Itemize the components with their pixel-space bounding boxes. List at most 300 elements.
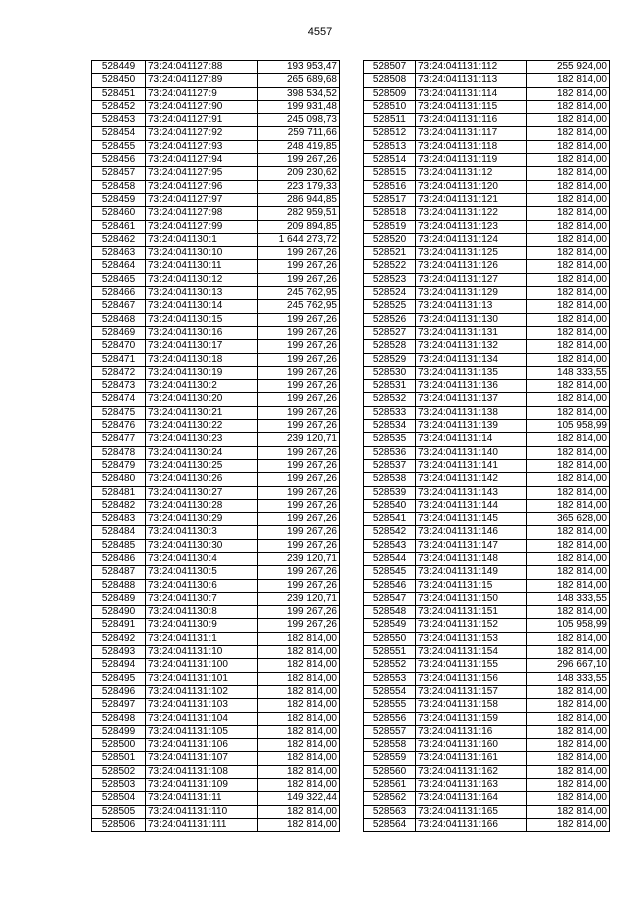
cadastral-number-cell: 73:24:041131:158 xyxy=(416,699,527,712)
value-cell: 182 814,00 xyxy=(527,353,610,366)
value-cell: 182 814,00 xyxy=(527,526,610,539)
value-cell: 105 958,99 xyxy=(527,619,610,632)
value-cell: 148 333,55 xyxy=(527,366,610,379)
row-number-cell: 528470 xyxy=(92,340,146,353)
table-row xyxy=(364,260,610,273)
value-cell: 398 534,52 xyxy=(258,87,340,100)
value-cell: 1 644 273,72 xyxy=(258,233,340,246)
value-cell: 182 814,00 xyxy=(527,193,610,206)
value-cell: 182 814,00 xyxy=(527,433,610,446)
table-row xyxy=(92,326,340,339)
table-row xyxy=(92,552,340,565)
cadastral-number-cell: 73:24:041127:99 xyxy=(146,220,258,233)
row-number-cell: 528536 xyxy=(364,446,416,459)
cadastral-number-cell: 73:24:041130:17 xyxy=(146,340,258,353)
row-number-cell: 528503 xyxy=(92,779,146,792)
cadastral-number-cell: 73:24:041131:145 xyxy=(416,513,527,526)
table-row xyxy=(364,154,610,167)
value-cell: 182 814,00 xyxy=(527,818,610,831)
row-number-cell: 528491 xyxy=(92,619,146,632)
cadastral-number-cell: 73:24:041131:152 xyxy=(416,619,527,632)
row-number-cell: 528469 xyxy=(92,326,146,339)
table-row xyxy=(92,366,340,379)
table-row xyxy=(92,659,340,672)
row-number-cell: 528462 xyxy=(92,233,146,246)
cadastral-number-cell: 73:24:041131:119 xyxy=(416,154,527,167)
cadastral-number-cell: 73:24:041130:26 xyxy=(146,473,258,486)
cadastral-number-cell: 73:24:041131:161 xyxy=(416,752,527,765)
value-cell: 182 814,00 xyxy=(258,818,340,831)
row-number-cell: 528497 xyxy=(92,699,146,712)
table-row xyxy=(364,752,610,765)
cadastral-number-cell: 73:24:041130:5 xyxy=(146,566,258,579)
table-row xyxy=(364,61,610,74)
row-number-cell: 528471 xyxy=(92,353,146,366)
cadastral-number-cell: 73:24:041131:125 xyxy=(416,247,527,260)
table-row xyxy=(92,260,340,273)
table-row xyxy=(364,300,610,313)
table-row xyxy=(92,167,340,180)
table-row xyxy=(92,420,340,433)
table-row xyxy=(92,513,340,526)
row-number-cell: 528543 xyxy=(364,539,416,552)
table-row xyxy=(364,566,610,579)
cadastral-number-cell: 73:24:041130:10 xyxy=(146,247,258,260)
value-cell: 148 333,55 xyxy=(527,672,610,685)
row-number-cell: 528512 xyxy=(364,127,416,140)
table-row xyxy=(364,406,610,419)
cadastral-number-cell: 73:24:041131:109 xyxy=(146,779,258,792)
table-row xyxy=(92,499,340,512)
cadastral-number-cell: 73:24:041130:20 xyxy=(146,393,258,406)
table-row xyxy=(364,659,610,672)
row-number-cell: 528531 xyxy=(364,380,416,393)
value-cell: 182 814,00 xyxy=(258,685,340,698)
table-row xyxy=(364,340,610,353)
table-row xyxy=(364,792,610,805)
cadastral-number-cell: 73:24:041131:14 xyxy=(416,433,527,446)
value-cell: 182 814,00 xyxy=(527,752,610,765)
row-number-cell: 528465 xyxy=(92,273,146,286)
value-cell: 259 711,66 xyxy=(258,127,340,140)
table-row xyxy=(364,287,610,300)
row-number-cell: 528517 xyxy=(364,193,416,206)
value-cell: 182 814,00 xyxy=(527,473,610,486)
value-cell: 199 267,26 xyxy=(258,366,340,379)
row-number-cell: 528483 xyxy=(92,513,146,526)
value-cell: 182 814,00 xyxy=(258,699,340,712)
row-number-cell: 528476 xyxy=(92,420,146,433)
row-number-cell: 528475 xyxy=(92,406,146,419)
row-number-cell: 528548 xyxy=(364,606,416,619)
value-cell: 209 230,62 xyxy=(258,167,340,180)
row-number-cell: 528494 xyxy=(92,659,146,672)
row-number-cell: 528564 xyxy=(364,818,416,831)
page-number: 4557 xyxy=(307,26,333,38)
row-number-cell: 528473 xyxy=(92,380,146,393)
table-row xyxy=(364,114,610,127)
value-cell: 182 814,00 xyxy=(527,712,610,725)
row-number-cell: 528523 xyxy=(364,273,416,286)
row-number-cell: 528484 xyxy=(92,526,146,539)
row-number-cell: 528505 xyxy=(92,805,146,818)
cadastral-number-cell: 73:24:041131:141 xyxy=(416,459,527,472)
cadastral-number-cell: 73:24:041131:157 xyxy=(416,685,527,698)
cadastral-number-cell: 73:24:041130:19 xyxy=(146,366,258,379)
row-number-cell: 528450 xyxy=(92,74,146,87)
value-cell: 182 814,00 xyxy=(527,739,610,752)
row-number-cell: 528452 xyxy=(92,100,146,113)
row-number-cell: 528528 xyxy=(364,340,416,353)
table-row xyxy=(92,114,340,127)
row-number-cell: 528488 xyxy=(92,579,146,592)
value-cell: 239 120,71 xyxy=(258,592,340,605)
table-row xyxy=(92,473,340,486)
value-cell: 182 814,00 xyxy=(527,340,610,353)
cadastral-number-cell: 73:24:041130:2 xyxy=(146,380,258,393)
value-cell: 199 267,26 xyxy=(258,326,340,339)
row-number-cell: 528500 xyxy=(92,739,146,752)
table-row xyxy=(92,818,340,831)
cadastral-number-cell: 73:24:041131:162 xyxy=(416,765,527,778)
value-cell: 182 814,00 xyxy=(527,579,610,592)
cadastral-number-cell: 73:24:041131:130 xyxy=(416,313,527,326)
row-number-cell: 528454 xyxy=(92,127,146,140)
value-cell: 182 814,00 xyxy=(527,805,610,818)
table-row xyxy=(92,792,340,805)
row-number-cell: 528490 xyxy=(92,606,146,619)
row-number-cell: 528482 xyxy=(92,499,146,512)
value-cell: 199 267,26 xyxy=(258,154,340,167)
table-row xyxy=(92,287,340,300)
row-number-cell: 528521 xyxy=(364,247,416,260)
row-number-cell: 528561 xyxy=(364,779,416,792)
value-cell: 199 267,26 xyxy=(258,353,340,366)
row-number-cell: 528535 xyxy=(364,433,416,446)
cadastral-number-cell: 73:24:041131:155 xyxy=(416,659,527,672)
table-row xyxy=(92,154,340,167)
cadastral-number-cell: 73:24:041130:29 xyxy=(146,513,258,526)
cadastral-number-cell: 73:24:041130:11 xyxy=(146,260,258,273)
value-cell: 239 120,71 xyxy=(258,433,340,446)
value-cell: 182 814,00 xyxy=(527,380,610,393)
cadastral-number-cell: 73:24:041131:163 xyxy=(416,779,527,792)
cadastral-number-cell: 73:24:041131:138 xyxy=(416,406,527,419)
cadastral-number-cell: 73:24:041130:6 xyxy=(146,579,258,592)
cadastral-number-cell: 73:24:041130:7 xyxy=(146,592,258,605)
cadastral-number-cell: 73:24:041131:115 xyxy=(416,100,527,113)
row-number-cell: 528518 xyxy=(364,207,416,220)
cadastral-number-cell: 73:24:041131:110 xyxy=(146,805,258,818)
value-cell: 265 689,68 xyxy=(258,74,340,87)
value-cell: 182 814,00 xyxy=(527,207,610,220)
cadastral-number-cell: 73:24:041131:140 xyxy=(416,446,527,459)
table-row xyxy=(364,739,610,752)
cadastral-number-cell: 73:24:041131:101 xyxy=(146,672,258,685)
table-row xyxy=(92,672,340,685)
row-number-cell: 528537 xyxy=(364,459,416,472)
cadastral-number-cell: 73:24:041131:112 xyxy=(416,61,527,74)
table-row xyxy=(92,247,340,260)
table-row xyxy=(92,300,340,313)
value-cell: 182 814,00 xyxy=(527,180,610,193)
cadastral-number-cell: 73:24:041131:10 xyxy=(146,646,258,659)
value-cell: 199 267,26 xyxy=(258,459,340,472)
row-number-cell: 528509 xyxy=(364,87,416,100)
row-number-cell: 528510 xyxy=(364,100,416,113)
cadastral-number-cell: 73:24:041131:124 xyxy=(416,233,527,246)
table-row xyxy=(92,87,340,100)
cadastral-number-cell: 73:24:041130:13 xyxy=(146,287,258,300)
row-number-cell: 528516 xyxy=(364,180,416,193)
table-row xyxy=(92,685,340,698)
cadastral-number-cell: 73:24:041131:149 xyxy=(416,566,527,579)
cadastral-number-cell: 73:24:041131:122 xyxy=(416,207,527,220)
row-number-cell: 528481 xyxy=(92,486,146,499)
value-cell: 182 814,00 xyxy=(527,446,610,459)
row-number-cell: 528552 xyxy=(364,659,416,672)
table-row xyxy=(364,685,610,698)
row-number-cell: 528506 xyxy=(92,818,146,831)
table-row xyxy=(92,127,340,140)
value-cell: 182 814,00 xyxy=(527,140,610,153)
cadastral-number-cell: 73:24:041131:137 xyxy=(416,393,527,406)
table-row xyxy=(92,765,340,778)
row-number-cell: 528550 xyxy=(364,632,416,645)
table-row xyxy=(92,180,340,193)
value-cell: 286 944,85 xyxy=(258,193,340,206)
cadastral-number-cell: 73:24:041131:132 xyxy=(416,340,527,353)
cadastral-number-cell: 73:24:041127:97 xyxy=(146,193,258,206)
row-number-cell: 528459 xyxy=(92,193,146,206)
table-row xyxy=(364,499,610,512)
cadastral-number-cell: 73:24:041131:129 xyxy=(416,287,527,300)
table-row xyxy=(92,207,340,220)
value-cell: 182 814,00 xyxy=(258,672,340,685)
row-number-cell: 528501 xyxy=(92,752,146,765)
cadastral-number-cell: 73:24:041131:148 xyxy=(416,552,527,565)
cadastral-number-cell: 73:24:041130:4 xyxy=(146,552,258,565)
value-cell: 182 814,00 xyxy=(527,725,610,738)
table-row xyxy=(92,646,340,659)
table-row xyxy=(92,406,340,419)
table-row xyxy=(92,140,340,153)
value-cell: 182 814,00 xyxy=(527,167,610,180)
value-cell: 182 814,00 xyxy=(527,154,610,167)
row-number-cell: 528532 xyxy=(364,393,416,406)
row-number-cell: 528507 xyxy=(364,61,416,74)
table-row xyxy=(364,433,610,446)
table-row xyxy=(92,486,340,499)
value-cell: 182 814,00 xyxy=(258,805,340,818)
row-number-cell: 528515 xyxy=(364,167,416,180)
cadastral-number-cell: 73:24:041130:30 xyxy=(146,539,258,552)
value-cell: 199 267,26 xyxy=(258,393,340,406)
row-number-cell: 528493 xyxy=(92,646,146,659)
value-cell: 182 814,00 xyxy=(527,566,610,579)
table-row xyxy=(364,805,610,818)
table-row xyxy=(364,818,610,831)
table-row xyxy=(364,606,610,619)
table-row xyxy=(364,74,610,87)
cadastral-number-cell: 73:24:041131:160 xyxy=(416,739,527,752)
value-cell: 199 267,26 xyxy=(258,513,340,526)
cadastral-number-cell: 73:24:041131:154 xyxy=(416,646,527,659)
value-cell: 182 814,00 xyxy=(527,539,610,552)
cadastral-number-cell: 73:24:041131:117 xyxy=(416,127,527,140)
table-row xyxy=(92,739,340,752)
cadastral-number-cell: 73:24:041131:103 xyxy=(146,699,258,712)
cadastral-number-cell: 73:24:041131:1 xyxy=(146,632,258,645)
value-cell: 105 958,99 xyxy=(527,420,610,433)
row-number-cell: 528525 xyxy=(364,300,416,313)
value-cell: 182 814,00 xyxy=(527,406,610,419)
table-row xyxy=(92,592,340,605)
cadastral-number-cell: 73:24:041130:15 xyxy=(146,313,258,326)
table-row xyxy=(364,273,610,286)
cadastral-number-cell: 73:24:041130:8 xyxy=(146,606,258,619)
row-number-cell: 528522 xyxy=(364,260,416,273)
value-cell: 199 267,26 xyxy=(258,486,340,499)
row-number-cell: 528464 xyxy=(92,260,146,273)
cadastral-number-cell: 73:24:041130:27 xyxy=(146,486,258,499)
table-row xyxy=(364,579,610,592)
table-row xyxy=(364,592,610,605)
value-cell: 223 179,33 xyxy=(258,180,340,193)
row-number-cell: 528456 xyxy=(92,154,146,167)
table-row xyxy=(364,233,610,246)
value-cell: 182 814,00 xyxy=(258,725,340,738)
cadastral-number-cell: 73:24:041130:24 xyxy=(146,446,258,459)
value-cell: 182 814,00 xyxy=(527,765,610,778)
row-number-cell: 528487 xyxy=(92,566,146,579)
table-row xyxy=(92,340,340,353)
value-cell: 199 267,26 xyxy=(258,446,340,459)
table-row xyxy=(92,193,340,206)
row-number-cell: 528498 xyxy=(92,712,146,725)
row-number-cell: 528453 xyxy=(92,114,146,127)
value-cell: 182 814,00 xyxy=(527,260,610,273)
row-number-cell: 528508 xyxy=(364,74,416,87)
table-row xyxy=(364,380,610,393)
table-row xyxy=(92,566,340,579)
table-row xyxy=(364,539,610,552)
row-number-cell: 528538 xyxy=(364,473,416,486)
cadastral-number-cell: 73:24:041131:13 xyxy=(416,300,527,313)
row-number-cell: 528546 xyxy=(364,579,416,592)
cadastral-number-cell: 73:24:041130:16 xyxy=(146,326,258,339)
cadastral-number-cell: 73:24:041130:9 xyxy=(146,619,258,632)
value-cell: 182 814,00 xyxy=(527,552,610,565)
value-cell: 182 814,00 xyxy=(527,632,610,645)
cadastral-number-cell: 73:24:041131:144 xyxy=(416,499,527,512)
cadastral-number-cell: 73:24:041131:164 xyxy=(416,792,527,805)
row-number-cell: 528526 xyxy=(364,313,416,326)
table-row xyxy=(92,380,340,393)
row-number-cell: 528455 xyxy=(92,140,146,153)
table-row xyxy=(92,446,340,459)
row-number-cell: 528554 xyxy=(364,685,416,698)
table-row xyxy=(364,552,610,565)
cadastral-number-cell: 73:24:041127:92 xyxy=(146,127,258,140)
row-number-cell: 528449 xyxy=(92,61,146,74)
cadastral-number-cell: 73:24:041127:90 xyxy=(146,100,258,113)
value-cell: 193 953,47 xyxy=(258,61,340,74)
row-number-cell: 528560 xyxy=(364,765,416,778)
right-register-table xyxy=(363,60,610,832)
cadastral-number-cell: 73:24:041130:22 xyxy=(146,420,258,433)
table-row xyxy=(92,632,340,645)
value-cell: 182 814,00 xyxy=(258,765,340,778)
table-row xyxy=(364,473,610,486)
value-cell: 199 267,26 xyxy=(258,340,340,353)
value-cell: 182 814,00 xyxy=(527,74,610,87)
value-cell: 199 267,26 xyxy=(258,619,340,632)
cadastral-number-cell: 73:24:041131:105 xyxy=(146,725,258,738)
value-cell: 182 814,00 xyxy=(527,313,610,326)
table-row xyxy=(364,619,610,632)
table-row xyxy=(92,459,340,472)
cadastral-number-cell: 73:24:041127:93 xyxy=(146,140,258,153)
table-row xyxy=(364,140,610,153)
value-cell: 209 894,85 xyxy=(258,220,340,233)
row-number-cell: 528514 xyxy=(364,154,416,167)
value-cell: 199 267,26 xyxy=(258,406,340,419)
cadastral-number-cell: 73:24:041130:3 xyxy=(146,526,258,539)
table-row xyxy=(364,313,610,326)
value-cell: 199 267,26 xyxy=(258,247,340,260)
cadastral-number-cell: 73:24:041131:106 xyxy=(146,739,258,752)
row-number-cell: 528499 xyxy=(92,725,146,738)
cadastral-number-cell: 73:24:041127:98 xyxy=(146,207,258,220)
table-row xyxy=(92,526,340,539)
cadastral-number-cell: 73:24:041131:159 xyxy=(416,712,527,725)
row-number-cell: 528539 xyxy=(364,486,416,499)
row-number-cell: 528502 xyxy=(92,765,146,778)
value-cell: 148 333,55 xyxy=(527,592,610,605)
table-row xyxy=(92,433,340,446)
cadastral-number-cell: 73:24:041131:139 xyxy=(416,420,527,433)
value-cell: 182 814,00 xyxy=(527,646,610,659)
value-cell: 199 267,26 xyxy=(258,313,340,326)
row-number-cell: 528551 xyxy=(364,646,416,659)
cadastral-number-cell: 73:24:041127:91 xyxy=(146,114,258,127)
table-row xyxy=(364,779,610,792)
value-cell: 182 814,00 xyxy=(527,459,610,472)
table-row xyxy=(364,193,610,206)
row-number-cell: 528460 xyxy=(92,207,146,220)
value-cell: 182 814,00 xyxy=(258,646,340,659)
value-cell: 149 322,44 xyxy=(258,792,340,805)
table-row xyxy=(92,74,340,87)
row-number-cell: 528467 xyxy=(92,300,146,313)
value-cell: 199 267,26 xyxy=(258,539,340,552)
table-row xyxy=(92,699,340,712)
cadastral-number-cell: 73:24:041131:126 xyxy=(416,260,527,273)
row-number-cell: 528558 xyxy=(364,739,416,752)
cadastral-number-cell: 73:24:041131:100 xyxy=(146,659,258,672)
value-cell: 182 814,00 xyxy=(527,699,610,712)
table-row xyxy=(92,619,340,632)
value-cell: 182 814,00 xyxy=(527,393,610,406)
value-cell: 182 814,00 xyxy=(527,300,610,313)
table-row xyxy=(364,87,610,100)
row-number-cell: 528478 xyxy=(92,446,146,459)
value-cell: 199 267,26 xyxy=(258,273,340,286)
value-cell: 182 814,00 xyxy=(527,247,610,260)
cadastral-number-cell: 73:24:041127:89 xyxy=(146,74,258,87)
value-cell: 245 762,95 xyxy=(258,287,340,300)
